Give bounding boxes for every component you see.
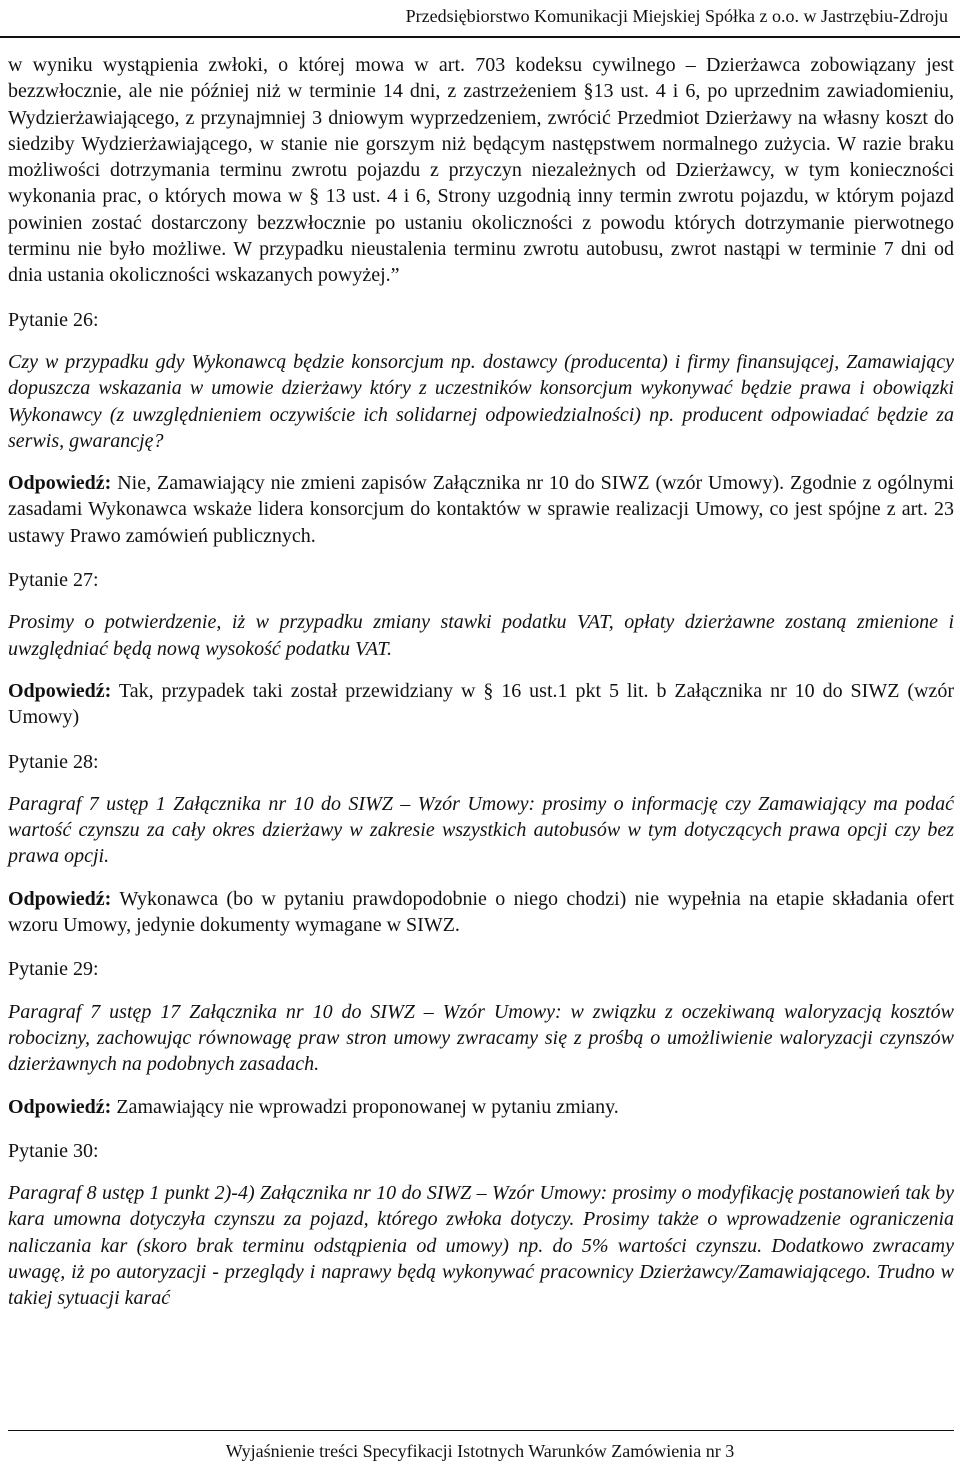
- footer-divider: [8, 1430, 954, 1431]
- answer-27: [8, 678, 954, 731]
- question-26-label: Pytanie 26:: [8, 308, 99, 331]
- answer-27-text: Tak, przypadek taki został przewidziany w § 16 ust.1 pkt 5 lit. b Załącznika nr 10 do SIWZ (wzór Umowy): [8, 679, 954, 729]
- question-29-text: Paragraf 7 ustęp 17 Załącznika nr 10 do SIWZ – Wzór Umowy: w związku z oczekiwaną waloryzacją kosztów robocizny, zachowując równowagę praw stron umowy zwracamy się z prośbą o umożliwienie waloryzacji czynszów dzierżawnych na podobnych zasadach.: [8, 1000, 954, 1076]
- question-29-label: Pytanie 29:: [8, 958, 99, 981]
- question-28-label: Pytanie 28:: [8, 750, 99, 773]
- answer-28-text: Wykonawca (bo w pytaniu prawdopodobnie o niego chodzi) nie wypełnia na etapie składania ofert wzoru Umowy, jedynie dokumenty wymagane w SIWZ.: [8, 887, 954, 937]
- header-divider: [0, 36, 960, 38]
- answer-28: [8, 886, 954, 939]
- answer-26-label: Odpowiedź:: [8, 472, 112, 495]
- question-30-text: Paragraf 8 ustęp 1 punkt 2)-4) Załącznika nr 10 do SIWZ – Wzór Umowy: prosimy o modyfikację postanowień tak by kara umowna dotyczyła czynszu za pojazd, którego zwłoka dotyczy. Prosimy także o wprowadzenie ograniczenia naliczania kar (skoro brak terminu odstąpienia od umowy) np. do 5% wartości czynszu. Dodatkowo zwracamy uwagę, iż po autoryzacji - przeglądy i naprawy będą wykonywać pracownicy Dzierżawcy/Zamawiającego. Trudno w takiej sytuacji karać: [8, 1182, 954, 1310]
- answer-27-label: Odpowiedź:: [8, 679, 112, 702]
- question-30-label: Pytanie 30:: [8, 1139, 99, 1162]
- answer-26-text: Nie, Zamawiający nie zmieni zapisów Załącznika nr 10 do SIWZ (wzór Umowy). Zgodnie z ogólnymi zasadami Wykonawca wskaże lidera konsorcjum do kontaktów w sprawie realizacji Umowy, co jest spójne z art. 23 ustawy Prawo zamówień publicznych.: [8, 472, 954, 547]
- page-header: [0, 0, 960, 38]
- question-27-text: Prosimy o potwierdzenie, iż w przypadku zmiany stawki podatku VAT, opłaty dzierżawne zostaną zmienione i uwzględniać będą nową wysokość podatku VAT.: [8, 611, 954, 660]
- header-title: Przedsiębiorstwo Komunikacji Miejskiej Spółka z o.o. w Jastrzębiu-Zdroju: [405, 6, 948, 26]
- answer-29: [8, 1094, 954, 1120]
- page-footer: Wyjaśnienie treści Specyfikacji Istotnych Warunków Zamówienia nr 3: [225, 1441, 735, 1461]
- answer-26: [8, 470, 954, 549]
- answer-28-label: Odpowiedź:: [8, 887, 112, 910]
- answer-29-label: Odpowiedź:: [8, 1095, 112, 1118]
- continuation-paragraph: w wyniku wystąpienia zwłoki, o której mowa w art. 703 kodeksu cywilnego – Dzierżawca zobowiązany jest bezzwłocznie, ale nie później niż w terminie 14 dni, z zastrzeżeniem §13 ust. 4 i 6, po uprzednim zawiadomieniu, Wydzierżawiającego, z przynajmniej 3 dniowym wyprzedzeniem, zwrócić Przedmiot Dzierżawy na własny koszt do siedziby Wydzierżawiającego, w stanie nie gorszym niż będącym następstwem normalnego zużycia. W razie braku możliwości dotrzymania terminu zwrotu pojazdu z przyczyn niezależnych od Dzierżawcy, w tym konieczności wykonania prac, o których mowa w § 13 ust. 4 i 6, Strony uzgodnią inny termin zwrotu pojazdu, w którym pojazd powinien zostać dostarczony bezzwłocznie po ustaniu okoliczności z powodu których dotrzymanie pierwotnego terminu nie było możliwe. W przypadku nieustalenia terminu zwrotu autobusu, zwrot nastąpi w terminie 7 dni od dnia ustania okoliczności wskazanych powyżej.”: [8, 54, 954, 287]
- question-26-text: Czy w przypadku gdy Wykonawcą będzie konsorcjum np. dostawcy (producenta) i firmy finansującej, Zamawiający dopuszcza wskazania w umowie dzierżawy który z uczestników konsorcjum wykonywać będzie prawa i obowiązki Wykonawcy (z uwzględnieniem oczywiście ich solidarnej odpowiedzialności) np. producent odpowiadać będzie za serwis, gwarancję?: [8, 350, 954, 452]
- answer-29-text: Zamawiający nie wprowadzi proponowanej w pytaniu zmiany.: [111, 1095, 619, 1118]
- question-27-label: Pytanie 27:: [8, 569, 99, 592]
- document-body: [8, 52, 954, 1312]
- question-28-text: Paragraf 7 ustęp 1 Załącznika nr 10 do SIWZ – Wzór Umowy: prosimy o informację czy Zamawiający ma podać wartość czynszu za cały okres dzierżawy w zakresie wszystkich autobusów w tym dotyczących prawa opcji czy bez prawa opcji.: [8, 792, 954, 868]
